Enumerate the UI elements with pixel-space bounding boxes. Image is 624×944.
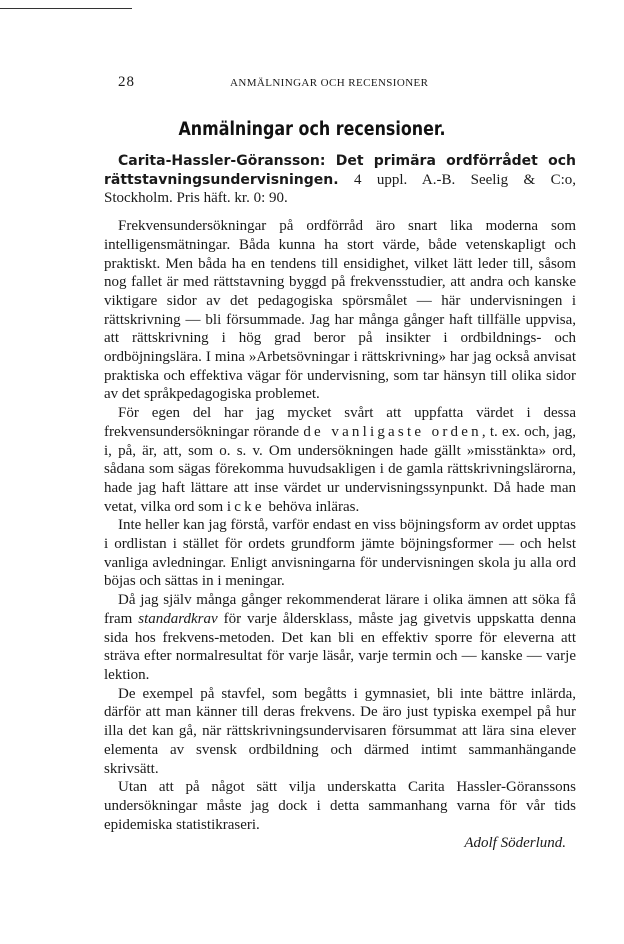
review-citation [104,152,576,208]
review-author-title: Carita-Hassler-Göransson: Det primära ordförrådet och rättstavningsundervisningen. [104,153,576,188]
page-number: 28 [118,74,135,90]
paragraph-5: De exempel på stavfel, som begåtts i gymnasiet, bli inte bättre inlärda, därför att man känner till deras frekvens. De äro just typiska exempel på hur illa det kan gå, när rättskrivningsundervisaren försummat att lära sina elever elementa av svensk ordbildning och därmed intimt sammanhängande skrivsätt. [104,685,576,777]
paragraph-2-end: behöva inläras. [268,498,360,515]
paragraph-6: Utan att på något sätt vilja underskatta Carita Hassler-Göranssons undersökningar måste jag dock i detta sammanhang varna för vår tids epidemiska statistikraseri. [104,779,576,833]
top-rule [0,8,132,9]
italic-term: standardkrav [138,610,218,627]
signature-line [104,834,576,853]
review-body [104,152,576,853]
spaced-word: icke [226,498,265,515]
section-title: Anmälningar och recensioner. [178,119,446,140]
paragraph-2-start: För egen del har jag mycket svårt att uppfatta värdet i dessa frekvensundersökningar rörande [104,405,576,440]
signature: Adolf Söderlund. [464,835,566,852]
paragraph-1: Frekvensundersökningar på ordförråd äro snart lika moderna som intelligensmätningar. Båda kunna ha stort värde, både vetenskapligt och praktiskt. Men båda ha en tendens till ensidighet, vilket lätt leder till, såsom nog fallet är med rättstavning byggd på frekvensstudier, att andra och kanske viktigare sidor av det pedagogiska spörsmålet — här undervisningen i rättskrivning — bli försummade. Jag har många gånger haft tillfälle uppvisa, att rättskrivning i hög grad beror på insikter i ordbildnings- och ordböjningslära. I mina »Arbetsövningar i rättskrivning» har jag också anvisat praktiska och effektiva vägar för undervisning, som tar hänsyn till olika sidor av det språkpedagogiska problemet. [104,218,576,403]
paragraph-2 [104,404,576,516]
paragraph-4 [104,591,576,685]
paragraph-3: Inte heller kan jag förstå, varför endast en viss böjningsform av ordet upptas i ordlistan i stället för ordets grundform jämte böjningsformer — och helst vanliga avledningar. Enligt anvisningarna för undervisningen skola ju alla ord böjas och sättas in i meningar. [104,517,576,590]
paragraph-4-start: Då jag själv många gånger rekommenderat lärare i olika ämnen att söka få fram [104,592,576,627]
spaced-phrase: de vanligaste orden [303,423,482,440]
review-publication: 4 uppl. A.-B. Seelig & C:o, Stockholm. Pris häft. kr. 0: 90. [104,171,576,207]
running-head: ANMÄLNINGAR OCH RECENSIONER [230,77,429,89]
page-header [118,74,560,96]
paragraph-4-end: för varje åldersklass, måste jag givetvis uppskatta denna sida hos frekvens-metoden. Det kan bli en effektiv sporre för eleverna att sträva efter normalresultat för varje läsår, varje termin och — kanske — varje lektion. [104,610,577,683]
paragraph-2-middle: , t. ex. och, jag, i, på, är, att, som o. s. v. Om undersökningen hade gällt »misstänkta» ord, sådana som sägas förekomma huvudsakligen i de gamla rättskrivningslärorna, hade jag haft lättare att inse värdet ur undervisningssynpunkt. Då hade man vetat, vilka ord som [104,423,576,515]
